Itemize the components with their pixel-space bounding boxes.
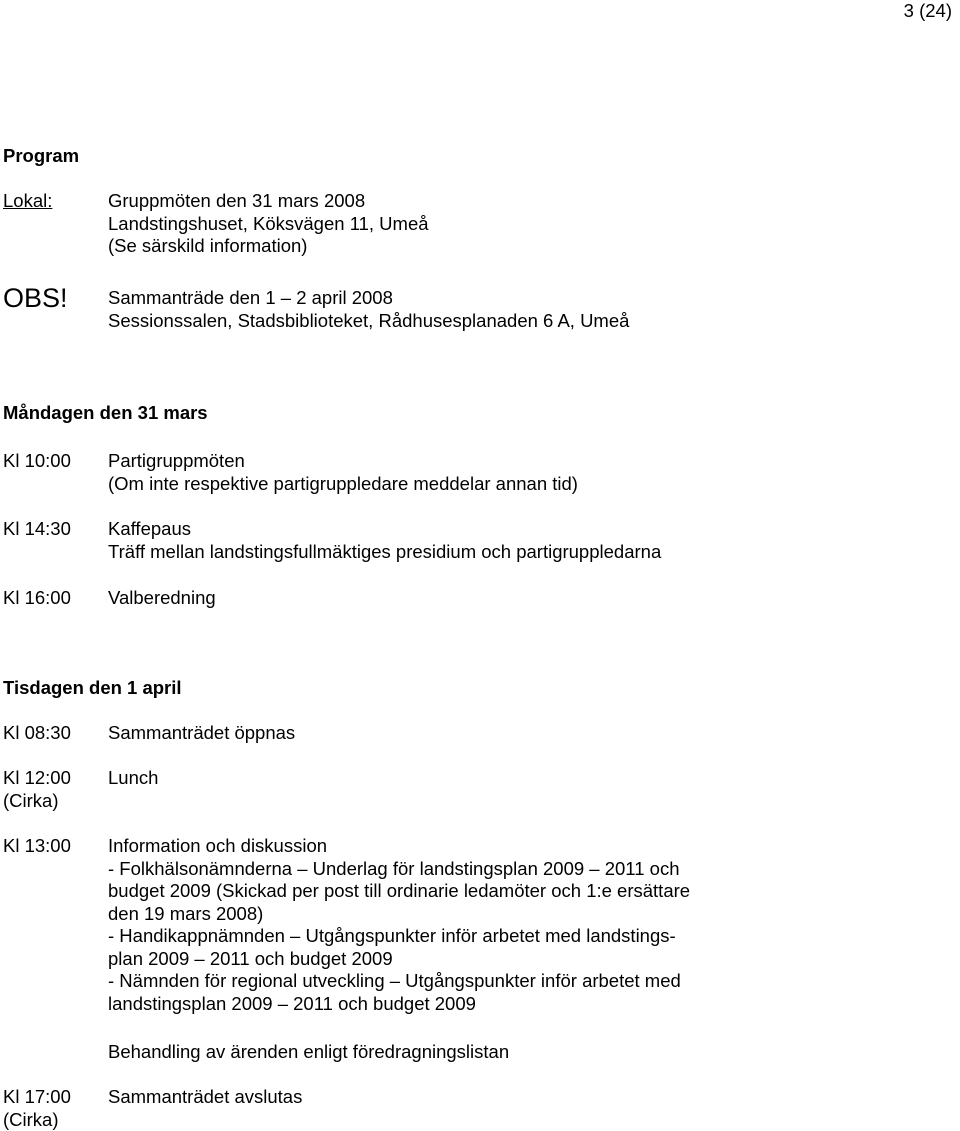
schedule-time: [3, 767, 71, 812]
lokal-info: [108, 190, 429, 258]
lokal-line: Gruppmöten den 31 mars 2008: [108, 190, 366, 211]
obs-label: OBS!: [3, 283, 68, 313]
schedule-time: Kl 13:00: [3, 835, 71, 856]
schedule-line: Lunch: [108, 767, 159, 788]
lokal-line: Landstingshuset, Köksvägen 11, Umeå: [108, 212, 429, 234]
schedule-line: Behandling av ärenden enligt föredragningslistan: [108, 1041, 510, 1062]
lokal-line: (Se särskild information): [108, 235, 308, 256]
schedule-line: Information och diskussion: [108, 835, 328, 856]
lokal-label: Lokal:: [3, 190, 53, 211]
page-title: Program: [3, 145, 80, 166]
obs-line: Sammanträde den 1 – 2 april 2008: [108, 287, 393, 308]
time-line: Kl 12:00: [3, 767, 71, 788]
schedule-time: Kl 10:00: [3, 450, 71, 471]
time-note: (Cirka): [3, 1108, 59, 1130]
schedule-line: plan 2009 – 2011 och budget 2009: [108, 947, 393, 969]
schedule-line: Träff mellan landstingsfullmäktiges presidium och partigruppledarna: [108, 540, 662, 562]
schedule-line: budget 2009 (Skickad per post till ordinarie ledamöter och 1:e ersättare: [108, 880, 691, 901]
monday-heading: Måndagen den 31 mars: [3, 402, 208, 423]
schedule-line: Valberedning: [108, 587, 216, 608]
schedule-line: Partigruppmöten: [108, 450, 245, 471]
schedule-time: Kl 16:00: [3, 587, 71, 608]
schedule-line: Sammanträdet öppnas: [108, 722, 296, 743]
page-number: 3 (24): [903, 0, 952, 21]
obs-info: [108, 287, 629, 332]
schedule-time: [3, 1086, 71, 1131]
schedule-text: [108, 450, 578, 495]
time-line: Kl 17:00: [3, 1086, 71, 1107]
schedule-line: - Handikappnämnden – Utgångspunkter inför arbetet med landstings-: [108, 925, 676, 946]
schedule-time: Kl 08:30: [3, 722, 71, 743]
schedule-line: (Om inte respektive partigruppledare meddelar annan tid): [108, 472, 578, 494]
schedule-text: [108, 835, 690, 1015]
time-note: (Cirka): [3, 789, 59, 811]
schedule-line: den 19 mars 2008): [108, 902, 264, 924]
schedule-time: Kl 14:30: [3, 518, 71, 539]
schedule-line: Sammanträdet avslutas: [108, 1086, 303, 1107]
schedule-line: landstingsplan 2009 – 2011 och budget 2009: [108, 992, 476, 1014]
schedule-line: - Folkhälsonämnderna – Underlag för landstingsplan 2009 – 2011 och: [108, 857, 680, 879]
obs-line: Sessionssalen, Stadsbiblioteket, Rådhusesplanaden 6 A, Umeå: [108, 309, 630, 331]
schedule-line: Kaffepaus: [108, 518, 191, 539]
tuesday-heading: Tisdagen den 1 april: [3, 677, 182, 698]
schedule-text: [108, 518, 661, 563]
schedule-line: - Nämnden för regional utveckling – Utgångspunkter inför arbetet med: [108, 970, 681, 991]
